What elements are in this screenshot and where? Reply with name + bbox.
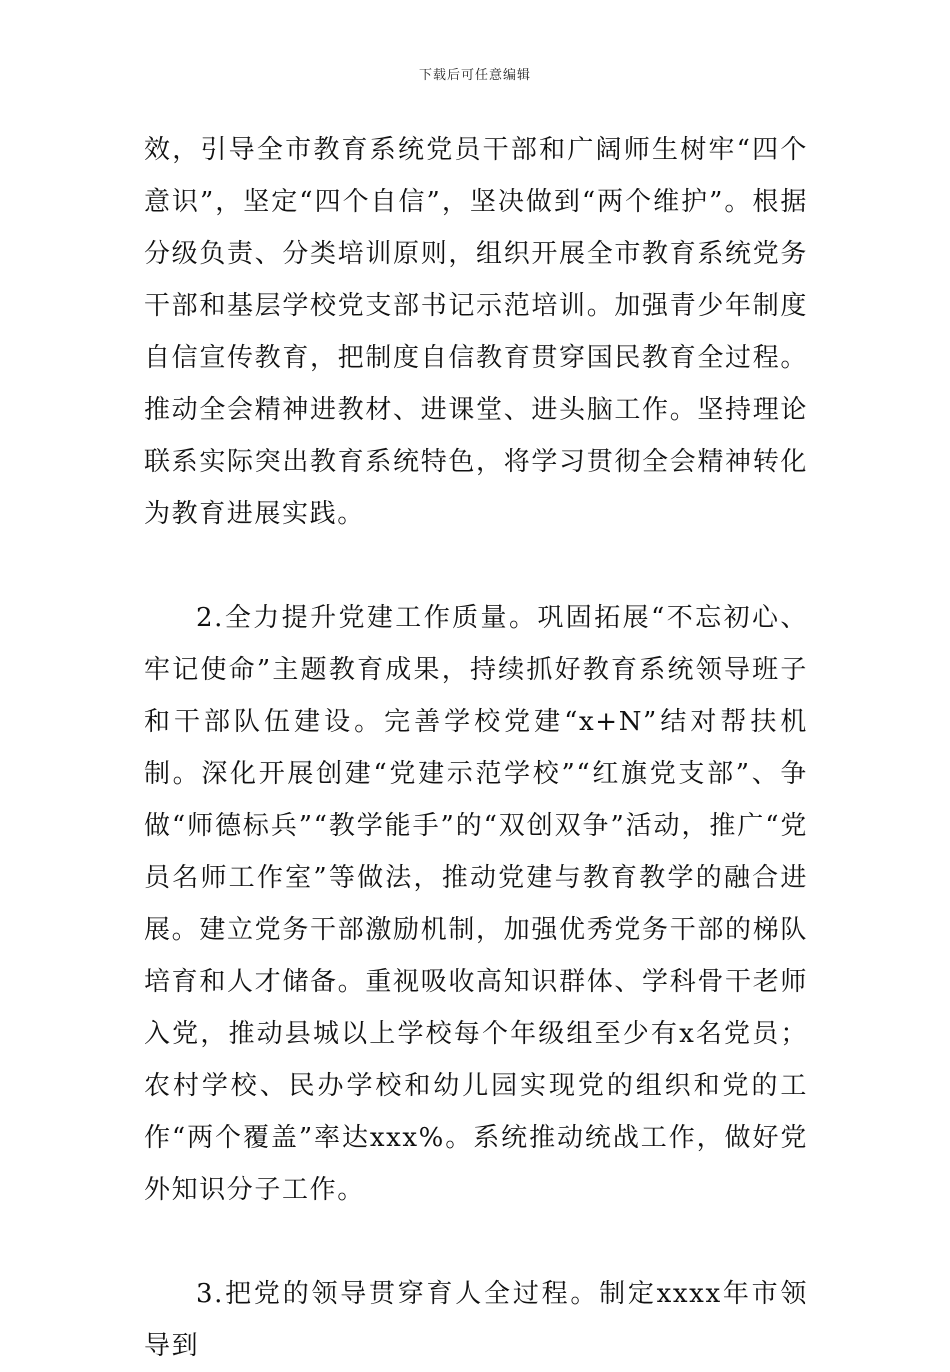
paragraph-section-3: 3.把党的领导贯穿育人全过程。制定xxxx年市领导到 [144,1279,808,1361]
paragraph-continuation: 效，引导全市教育系统党员干部和广阔师生树牢“四个意识”，坚定“四个自信”，坚决做到“两个维护”。根据分级负责、分类培训原则，组织开展全市教育系统党务干部和基层学校党支部书记示范培训。加强青少年制度自信宣传教育，把制度自信教育贯穿国民教育全过程。推动全会精神进教材、进课堂、进头脑工作。坚持理论联系实际突出教育系统特色，将学习贯彻全会精神转化为教育进展实践。 [144,135,808,529]
header-note: 下载后可任意编辑 [418,68,531,83]
document-body [144,124,808,1372]
paragraph-section-2: 2.全力提升党建工作质量。巩固拓展“不忘初心、牢记使命”主题教育成果，持续抓好教育系统领导班子和干部队伍建设。完善学校党建“x+N”结对帮扶机制。深化开展创建“党建示范学校”“红旗党支部”、争做“师德标兵”“教学能手”的“双创双争”活动，推广“党员名师工作室”等做法，推动党建与教育教学的融合进展。建立党务干部激励机制，加强优秀党务干部的梯队培育和人才储备。重视吸收高知识群体、学科骨干老师入党，推动县城以上学校每个年级组至少有x名党员；农村学校、民办学校和幼儿园实现党的组织和党的工作“两个覆盖”率达xxx%。系统推动统战工作，做好党外知识分子工作。 [144,603,808,1205]
